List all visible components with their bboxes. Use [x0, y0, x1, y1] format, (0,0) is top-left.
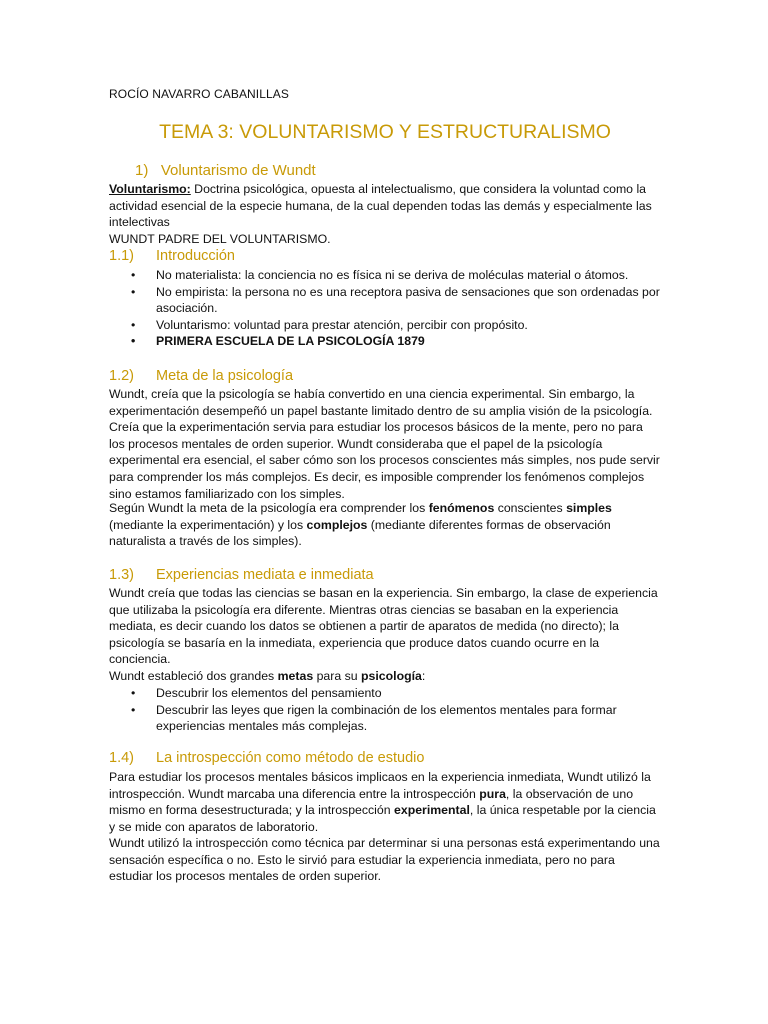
section-1-1-title: Introducción	[156, 248, 235, 264]
section-1-3-list	[109, 685, 661, 735]
definition-text: Doctrina psicológica, opuesta al intelectualismo, que considera la voluntad como la actividad esencial de la especie humana, de la cual dependen todas las demás y especialmente las intelectivas	[109, 182, 652, 230]
section-1-2-title: Meta de la psicología	[156, 368, 294, 384]
document-title: TEMA 3: VOLUNTARISMO Y ESTRUCTURALISMO	[159, 121, 611, 143]
section-1-1-list	[109, 267, 661, 350]
section-1-3-heading	[109, 567, 374, 583]
section-1-4-heading	[109, 750, 424, 766]
definition-term: Voluntarismo:	[109, 182, 191, 196]
list-item: • No materialista: la conciencia no es física ni se deriva de moléculas material o átomos.	[131, 268, 629, 282]
section-1-2-paragraph-1: Wundt, creía que la psicología se había convertido en una ciencia experimental. Sin embargo, la experimentación desempeñó un papel bastante limitado dentro de su amplia visión de la psicología. Creía que la experimentación servia para estudiar los procesos básicos de la mente, pero no para los procesos mentales de orden superior. Wundt consideraba que el papel de la psicología experimental era esencial, el saber cómo son los procesos conscientes más simples, nos pude servir para comprender los más complejos. Es decir, es imposible comprender los fenómenos complejos sino estamos familiarizado con los simples.	[109, 387, 660, 501]
section-1-4-paragraph-1: Para estudiar los procesos mentales básicos implicaos en la experiencia inmediata, Wundt utilizó la introspección. Wundt marcaba una diferencia entre la introspección pura, la observación de uno mismo en forma desestructurada; y la introspección experimental, la única respetable por la ciencia y se mide con aparatos de laboratorio.	[109, 770, 656, 834]
section-1-4-title: La introspección como método de estudio	[156, 750, 425, 766]
definition-note: WUNDT PADRE DEL VOLUNTARISMO.	[109, 232, 331, 246]
list-item: • PRIMERA ESCUELA DE LA PSICOLOGÍA 1879	[131, 334, 425, 349]
section-1-3-title: Experiencias mediata e inmediata	[156, 567, 374, 583]
section-1-1-number: 1.1)	[109, 248, 134, 264]
section-1-heading	[135, 162, 316, 179]
section-1-1-heading	[109, 248, 235, 264]
section-1-4-number: 1.4)	[109, 750, 134, 766]
section-1-2-paragraph-2: Según Wundt la meta de la psicología era comprender los fenómenos conscientes simples (mediante la experimentación) y los complejos (mediante diferentes formas de observación naturalista a través de los simples).	[109, 501, 612, 549]
section-1-3-paragraph-2: Wundt estableció dos grandes metas para su psicología:	[109, 669, 426, 683]
list-item: • No empirista: la persona no es una receptora pasiva de sensaciones que son ordenadas por asociación.	[131, 284, 660, 316]
list-item: • Descubrir los elementos del pensamiento	[131, 686, 382, 700]
section-1-3-paragraph-1: Wundt creía que todas las ciencias se basan en la experiencia. Sin embargo, la clase de experiencia que utilizaba la psicología era diferente. Mientras otras ciencias se basaban en la experiencia mediata, es decir cuando los datos se obtienen a partir de aparatos de medida (no directo); la psicología se basaría en la inmediata, experiencia que produce datos cuando ocurre en la conciencia.	[109, 586, 658, 667]
list-item: • Voluntarismo: voluntad para prestar atención, percibir con propósito.	[131, 317, 528, 332]
section-1-2-number: 1.2)	[109, 368, 134, 384]
author-name: ROCÍO NAVARRO CABANILLAS	[109, 87, 289, 101]
list-item: • Descubrir las leyes que rigen la combinación de los elementos mentales para formar experiencias mentales más complejas.	[131, 702, 617, 734]
definition-paragraph	[109, 181, 661, 231]
section-1-2-heading	[109, 368, 293, 384]
section-1-3-number: 1.3)	[109, 567, 134, 583]
section-1-4-paragraph-2: Wundt utilizó la introspección como técnica par determinar si una personas está experimentando una sensación específica o no. Esto le sirvió para estudiar la experiencia inmediata, pero no para estudiar los procesos mentales de orden superior.	[109, 836, 660, 884]
section-1-title: Voluntarismo de Wundt	[160, 162, 316, 179]
section-1-number: 1)	[135, 162, 149, 179]
